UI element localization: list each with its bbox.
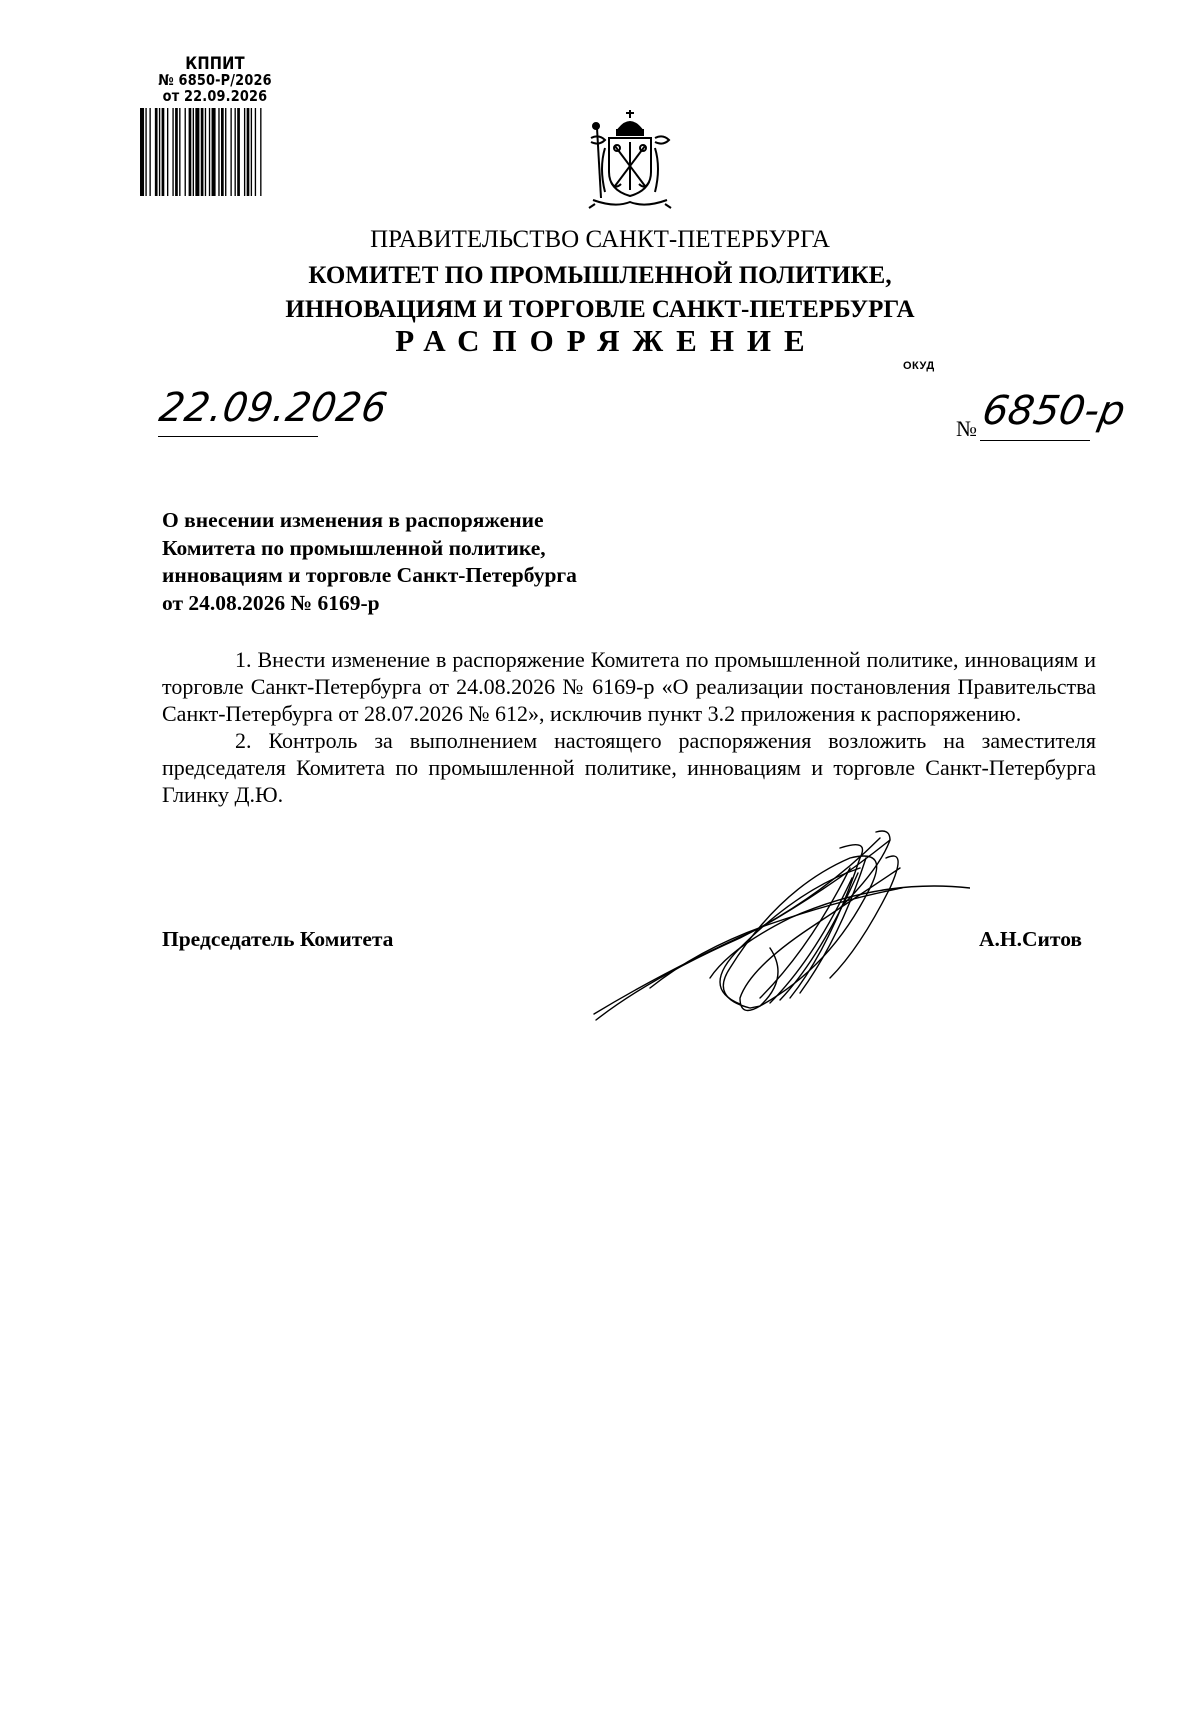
subject-line: от 24.08.2026 № 6169-р [162,590,380,615]
document-subject [162,507,682,617]
stamp-number: № 6850-Р/2026 [158,71,272,89]
stamp-title: КППИТ [185,54,245,74]
body-paragraph-1: 1. Внести изменение в распоряжение Комитета по промышленной политике, инновациям и торговле Санкт-Петербурга от 24.08.2026 № 6169-р «О реализации постановления Правительства Санкт-Петербурга от 28.07.2026 № 612», исключив пункт 3.2 приложения к распоряжению. [162,647,1096,726]
document-type: РАСПОРЯЖЕНИЕ [395,323,818,358]
stamp-date: от 22.09.2026 [162,87,268,105]
number-sign: № [956,416,977,441]
registration-date: 22.09.2026 [155,385,392,431]
registration-stamp [140,56,290,104]
date-underline [158,436,318,437]
subject-line: инновациям и торговле Санкт-Петербурга [162,563,577,587]
registration-number: 6850-р [978,388,1129,434]
body-paragraph-2: 2. Контроль за выполнением настоящего распоряжения возложить на заместителя председателя Комитета по промышленной политике, инновациям и торговле Санкт-Петербурга Глинку Д.Ю. [162,728,1096,807]
subject-line: О внесении изменения в распоряжение [162,508,544,532]
handwritten-signature [590,828,970,1028]
okud-label: ОКУД [903,360,935,372]
signatory-name: А.Н.Ситов [979,927,1083,951]
barcode-icon [140,108,290,196]
document-body [162,646,1096,808]
number-underline [980,440,1090,441]
subject-line: Комитета по промышленной политике, [162,535,546,560]
government-title: ПРАВИТЕЛЬСТВО САНКТ-ПЕТЕРБУРГА [370,226,830,253]
signatory-position: Председатель Комитета [162,927,394,951]
committee-title-line-1: КОМИТЕТ ПО ПРОМЫШЛЕННОЙ ПОЛИТИКЕ, [308,262,892,289]
coat-of-arms-icon [585,108,675,210]
committee-title-line-2: ИННОВАЦИЯМ И ТОРГОВЛЕ САНКТ-ПЕТЕРБУРГА [285,296,915,323]
